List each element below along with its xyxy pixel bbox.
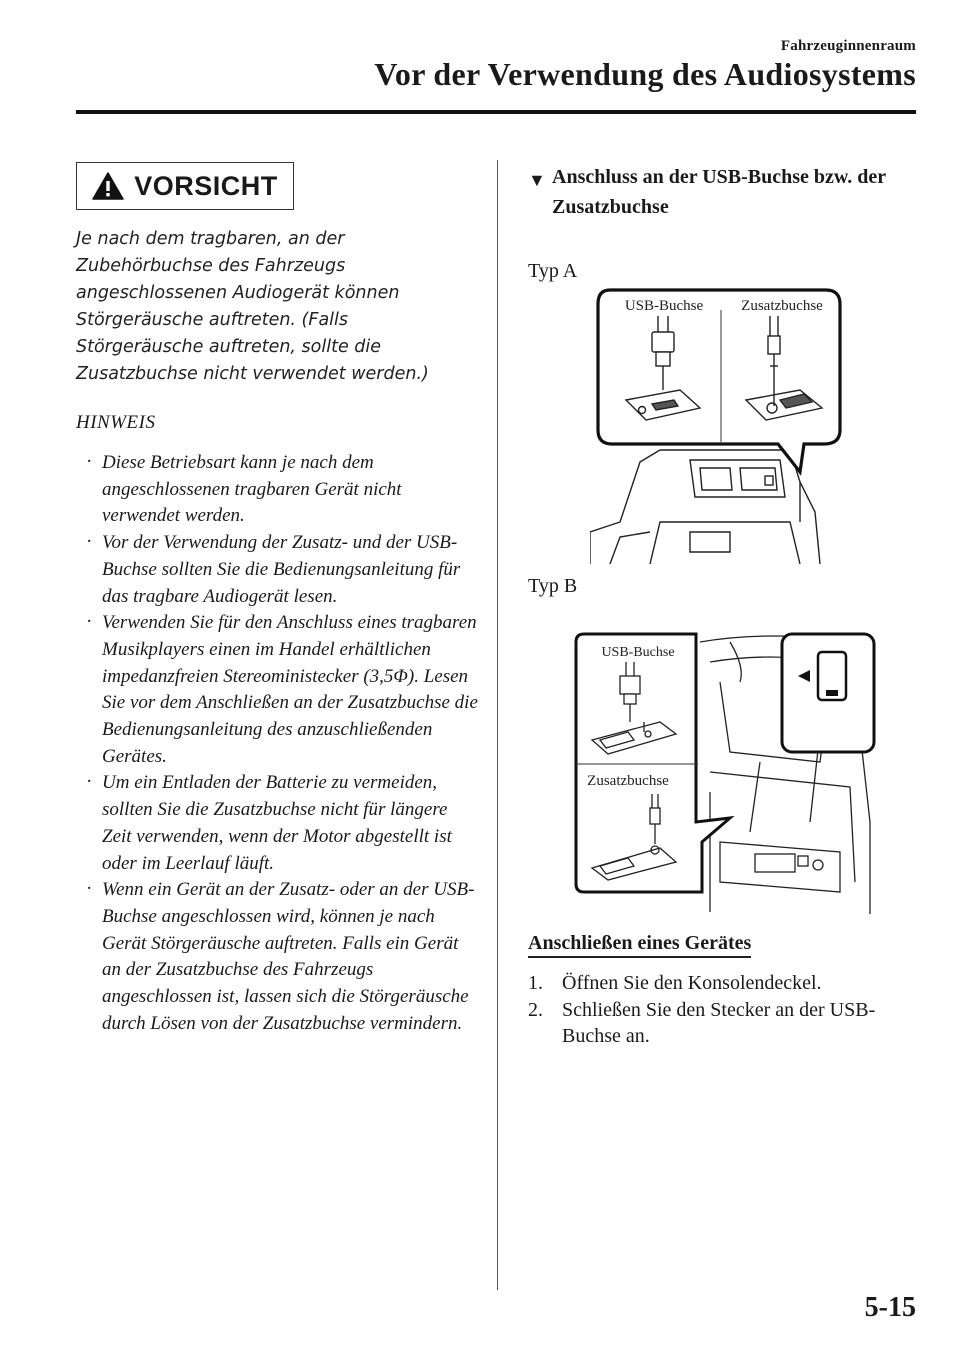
list-item: 2. Schließen Sie den Stecker an der USB-Buchse an. [528, 998, 876, 1047]
list-item: 1. Öffnen Sie den Konsolendeckel. [528, 972, 822, 994]
connect-heading: Anschließen eines Gerätes [528, 932, 918, 955]
figure-type-b [570, 622, 880, 914]
list-item: · Vor der Verwendung der Zusatz- und der USB-Buchse sollten Sie die Bedienungsanleitung für das tragbare Audiogerät lesen. [86, 531, 461, 607]
note-list [84, 450, 479, 1037]
triangle-down-icon: ▼ [528, 170, 546, 190]
list-item: · Verwenden Sie für den Anschluss eines tragbaren Musikplayers einen im Handel erhältlichen impedanzfreien Stereoministecker (3,5Φ). Lesen Sie vor dem Anschließen an der Zusatzbuchse die Bedienungsanleitung des anzuschließenden Gerätes. [86, 611, 478, 767]
header-rule [76, 110, 916, 114]
page-number: 5-15 [864, 1292, 916, 1323]
type-b-label: Typ B [528, 575, 578, 597]
fig-a-aux-label: Zusatzbuchse [741, 298, 823, 314]
type-a-label: Typ A [528, 260, 578, 282]
fig-a-usb-label: USB-Buchse [624, 298, 704, 314]
warning-icon [92, 172, 124, 200]
list-item: · Wenn ein Gerät an der Zusatz- oder an der USB-Buchse angeschlossen wird, können je nach Gerät Störgeräusche auftreten. Falls ein Gerät an der Zusatzbuchse des Fahrzeugs angeschlossen ist, lassen sich die Störgeräusche durch Lösen von der Zusatzbuchse vermindern. [86, 878, 475, 1034]
section-name: Fahrzeuginnenraum [780, 38, 916, 54]
caution-label: VORSICHT [134, 170, 278, 201]
column-divider [497, 160, 498, 1290]
caution-label-box [76, 162, 294, 210]
figure-type-a [590, 282, 850, 564]
list-item: · Um ein Entladen der Batterie zu vermeiden, sollten Sie die Zusatzbuchse nicht für längere Zeit verwenden, wenn der Motor abgestellt ist oder im Leerlauf läuft. [86, 771, 452, 874]
list-item: · Diese Betriebsart kann je nach dem angeschlossenen tragbaren Gerät nicht verwendet werden. [86, 451, 402, 527]
page-title: Vor der Verwendung des Audiosystems [374, 56, 916, 92]
note-heading: HINWEIS [76, 412, 156, 433]
steps-list [528, 970, 918, 1050]
section-heading: ▼ Anschluss an der USB-Buchse bzw. der Zusatzbuchse [528, 166, 886, 218]
caution-text: Je nach dem tragbaren, an der Zubehörbuchse des Fahrzeugs angeschlossenen Audiogerät können Störgeräusche auftreten. (Falls Störgeräusche auftreten, sollte die Zusatzbuchse nicht verwendet werden.) [76, 229, 429, 384]
fig-b-usb-label: USB-Buchse [601, 645, 675, 660]
fig-b-aux-label: Zusatzbuchse [587, 773, 669, 789]
